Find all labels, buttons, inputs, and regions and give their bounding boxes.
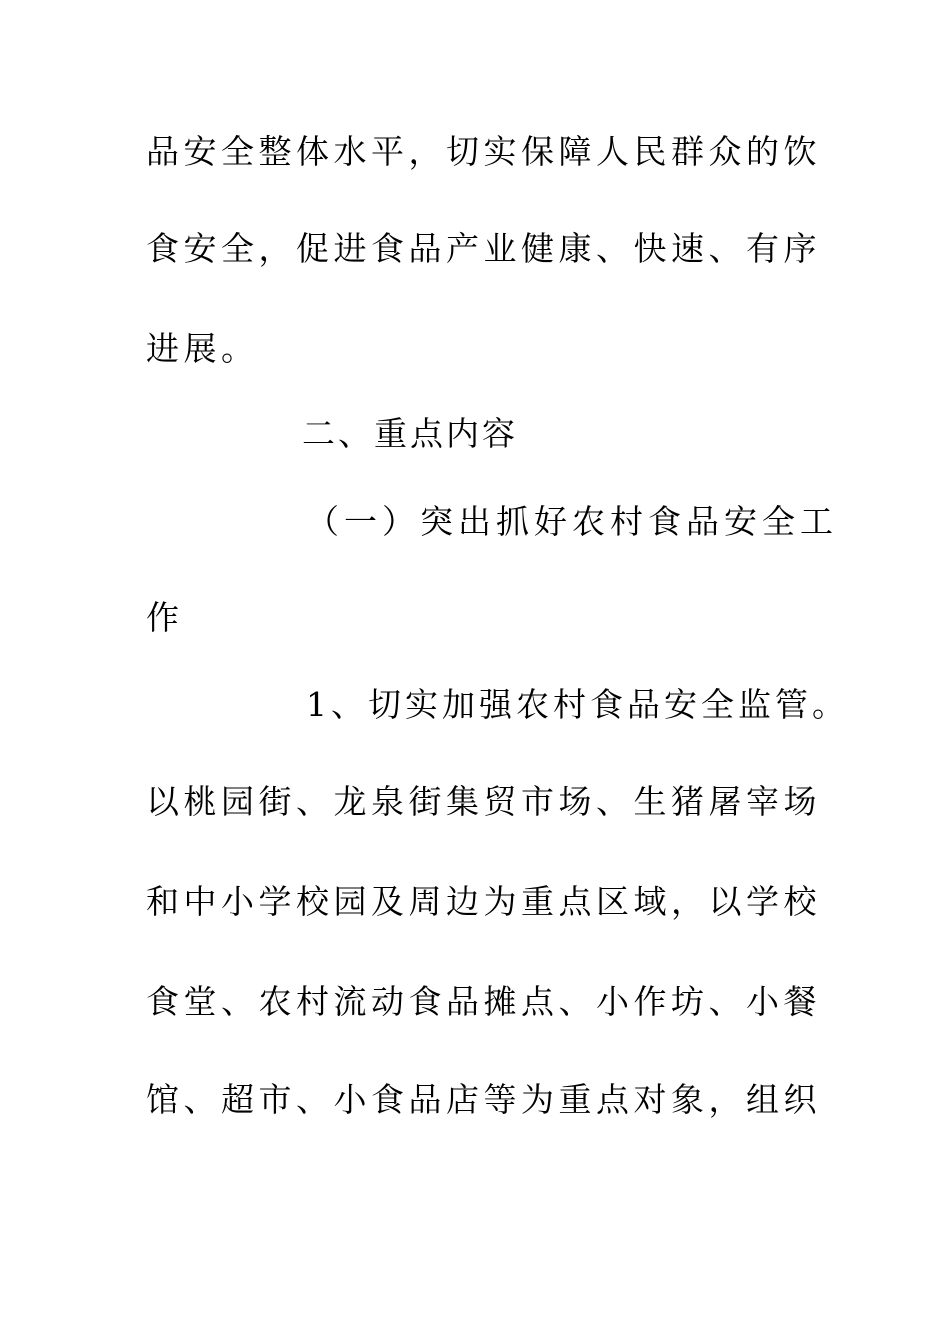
paragraph-line-2: 食安全，促进食品产业健康、快速、有序 (146, 229, 821, 268)
paragraph-line-1: 品安全整体水平，切实保障人民群众的饮 (146, 132, 821, 171)
section-heading: 二、重点内容 (302, 414, 518, 453)
paragraph-line-10: 食堂、农村流动食品摊点、小作坊、小餐 (146, 982, 821, 1021)
paragraph-line-8: 以桃园街、龙泉街集贸市场、生猪屠宰场 (146, 782, 821, 821)
subsection-heading-continued: 作 (146, 598, 184, 637)
paragraph-line-9: 和中小学校园及周边为重点区域，以学校 (146, 882, 821, 921)
paragraph-line-3: 进展。 (146, 329, 259, 368)
subsection-heading: （一）突出抓好农村食品安全工 (306, 502, 838, 541)
paragraph-line-11: 馆、超市、小食品店等为重点对象，组织 (146, 1080, 821, 1119)
item-heading: 1、切实加强农村食品安全监管。 (306, 685, 849, 724)
